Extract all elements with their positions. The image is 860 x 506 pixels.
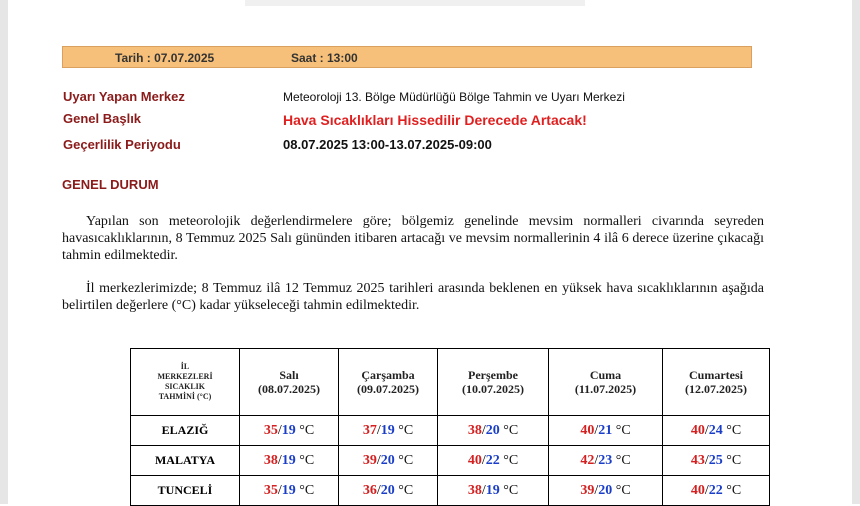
- temp-cell: 42/23 °C: [549, 446, 663, 476]
- temp-cell: 40/22 °C: [663, 476, 770, 506]
- issuing-center-label: Uyarı Yapan Merkez: [63, 89, 185, 104]
- temp-cell: 38/19 °C: [438, 476, 549, 506]
- day-header: Cumartesi (12.07.2025): [663, 349, 770, 416]
- table-row: [131, 476, 770, 506]
- table-row: [131, 446, 770, 476]
- issuing-center-value: Meteoroloji 13. Bölge Müdürlüğü Bölge Tahmin ve Uyarı Merkezi: [283, 90, 625, 104]
- date-label: Tarih : 07.07.2025: [115, 51, 215, 65]
- city-name: ELAZIĞ: [131, 416, 240, 446]
- table-corner-header: İL MERKEZLERİ SICAKLIK TAHMİNİ (°C): [131, 349, 240, 416]
- day-header: Perşembe (10.07.2025): [438, 349, 549, 416]
- time-label: Saat : 13:00: [291, 51, 358, 65]
- temp-cell: 39/20 °C: [339, 446, 438, 476]
- cropped-top-strip: [245, 0, 585, 6]
- temp-cell: 40/24 °C: [663, 416, 770, 446]
- temp-cell: 39/20 °C: [549, 476, 663, 506]
- day-header: Cuma (11.07.2025): [549, 349, 663, 416]
- section-title: GENEL DURUM: [62, 177, 159, 192]
- day-header: Çarşamba (09.07.2025): [339, 349, 438, 416]
- temp-cell: 36/20 °C: [339, 476, 438, 506]
- temp-cell: 43/25 °C: [663, 446, 770, 476]
- general-title-value: Hava Sıcaklıkları Hissedilir Derecede Artacak!: [283, 112, 587, 128]
- validity-period-value: 08.07.2025 13:00-13.07.2025-09:00: [283, 137, 492, 152]
- temp-cell: 38/19 °C: [240, 446, 339, 476]
- temp-cell: 40/21 °C: [549, 416, 663, 446]
- date-time-bar: [62, 46, 752, 68]
- city-name: TUNCELİ: [131, 476, 240, 506]
- paragraph-1: Yapılan son meteorolojik değerlendirmelere göre; bölgemiz genelinde mevsim normalleri civarında seyreden havasıcaklıklarının, 8 Temmuz 2025 Salı gününden itibaren artacağı ve mevsim normallerinin 4 ilâ 6 derece üzerine çıkacağı tahmin edilmektedir.: [62, 214, 764, 263]
- temp-cell: 35/19 °C: [240, 416, 339, 446]
- temp-cell: 40/22 °C: [438, 446, 549, 476]
- temp-cell: 35/19 °C: [240, 476, 339, 506]
- table-header-row: [131, 349, 770, 416]
- table-row: [131, 416, 770, 446]
- temperature-table: [130, 348, 770, 506]
- validity-period-label: Geçerlilik Periyodu: [63, 137, 181, 152]
- temp-cell: 38/20 °C: [438, 416, 549, 446]
- paragraph-2: İl merkezlerimizde; 8 Temmuz ilâ 12 Temmuz 2025 tarihleri arasında beklenen en yüksek hava sıcaklıklarının aşağıda belirtilen değerlere (°C) kadar yükseleceği tahmin edilmektedir.: [62, 281, 764, 313]
- day-header: Salı (08.07.2025): [240, 349, 339, 416]
- general-title-label: Genel Başlık: [63, 111, 142, 126]
- temp-cell: 37/19 °C: [339, 416, 438, 446]
- city-name: MALATYA: [131, 446, 240, 476]
